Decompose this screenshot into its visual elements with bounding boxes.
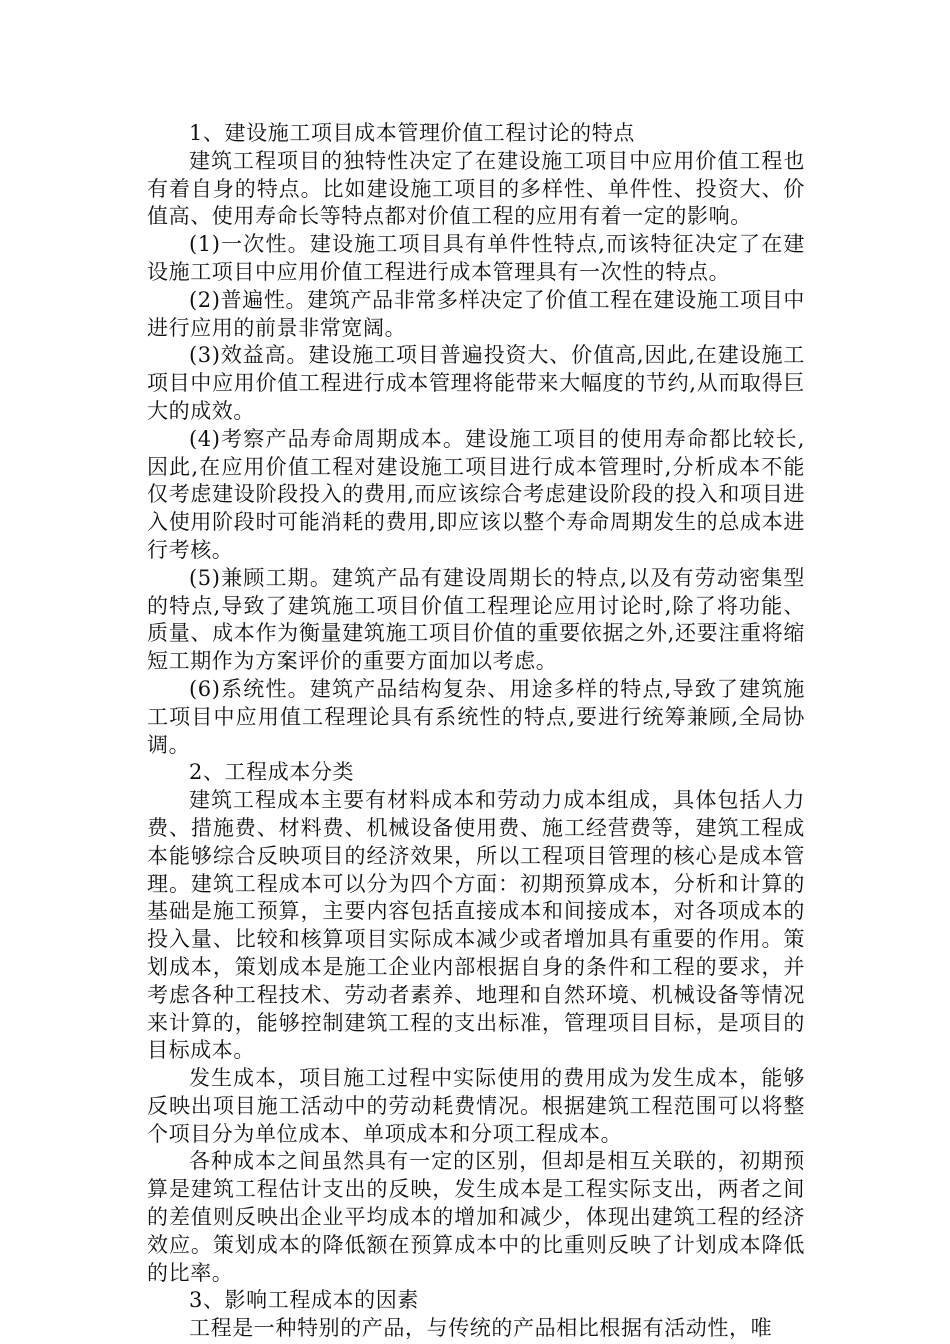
- list-item-3: (3)效益高。建设施工项目普遍投资大、价值高,因此,在建设施工项目中应用价值工程进行成本管理将能带来大幅度的节约,从而取得巨大的成效。: [147, 343, 805, 423]
- paragraph: 建筑工程项目的独特性决定了在建设施工项目中应用价值工程也有着自身的特点。比如建设施工项目的多样性、单件性、投资大、价值高、使用寿命长等特点都对价值工程的应用有着一定的影响。: [147, 148, 805, 229]
- document-body: [147, 120, 805, 1343]
- list-item-1: (1)一次性。建设施工项目具有单件性特点,而该特征决定了在建设施工项目中应用价值工程进行成本管理具有一次性的特点。: [147, 232, 805, 284]
- list-item-6: (6)系统性。建筑产品结构复杂、用途多样的特点,导致了建筑施工项目中应用值工程理论具有系统性的特点,要进行统筹兼顾,全局协调。: [147, 676, 805, 757]
- paragraph: 工程是一种特别的产品，与传统的产品相比根据有活动性，唯: [189, 1316, 773, 1341]
- list-item-4: (4)考察产品寿命周期成本。建设施工项目的使用寿命都比较长,因此,在应用价值工程对建设施工项目进行成本管理时,分析成本不能仅考虑建设阶段投入的费用,而应该综合考虑建设阶段的投入和项目进入使用阶段时可能消耗的费用,即应该以整个寿命周期发生的总成本进行考核。: [147, 426, 805, 562]
- section-heading-2: 2、工程成本分类: [189, 760, 355, 785]
- paragraph: 建筑工程成本主要有材料成本和劳动力成本组成，具体包括人力费、措施费、材料费、机械设备使用费、施工经营费等，建筑工程成本能够综合反映项目的经济效果，所以工程项目管理的核心是成本管理。建筑工程成本可以分为四个方面：初期预算成本，分析和计算的基础是施工预算，主要内容包括直接成本和间接成本，对各项成本的投入量、比较和核算项目实际成本减少或者增加具有重要的作用。策划成本，策划成本是施工企业内部根据自身的条件和工程的要求，并考虑各种工程技术、劳动者素养、地理和自然环境、机械设备等情况来计算的，能够控制建筑工程的支出标准，管理项目目标，是项目的目标成本。: [147, 788, 805, 1063]
- list-item-5: (5)兼顾工期。建筑产品有建设周期长的特点,以及有劳动密集型的特点,导致了建筑施工项目价值工程理论应用讨论时,除了将功能、质量、成本作为衡量建筑施工项目价值的重要依据之外,还要注重将缩短工期作为方案评价的重要方面加以考虑。: [147, 565, 805, 674]
- paragraph: 发生成本，项目施工过程中实际使用的费用成为发生成本，能够反映出项目施工活动中的劳动耗费情况。根据建筑工程范围可以将整个项目分为单位成本、单项成本和分项工程成本。: [147, 1066, 805, 1146]
- section-heading-3: 3、影响工程成本的因素: [189, 1288, 419, 1313]
- paragraph: 各种成本之间虽然具有一定的区别，但却是相互关联的，初期预算是建筑工程估计支出的反映，发生成本是工程实际支出，两者之间的差值则反映出企业平均成本的增加和减少，体现出建筑工程的经济效应。策划成本的降低额在预算成本中的比重则反映了计划成本降低的比率。: [147, 1149, 805, 1285]
- section-heading-1: 1、建设施工项目成本管理价值工程讨论的特点: [189, 121, 635, 145]
- list-item-2: (2)普遍性。建筑产品非常多样决定了价值工程在建设施工项目中进行应用的前景非常宽阔。: [147, 287, 805, 340]
